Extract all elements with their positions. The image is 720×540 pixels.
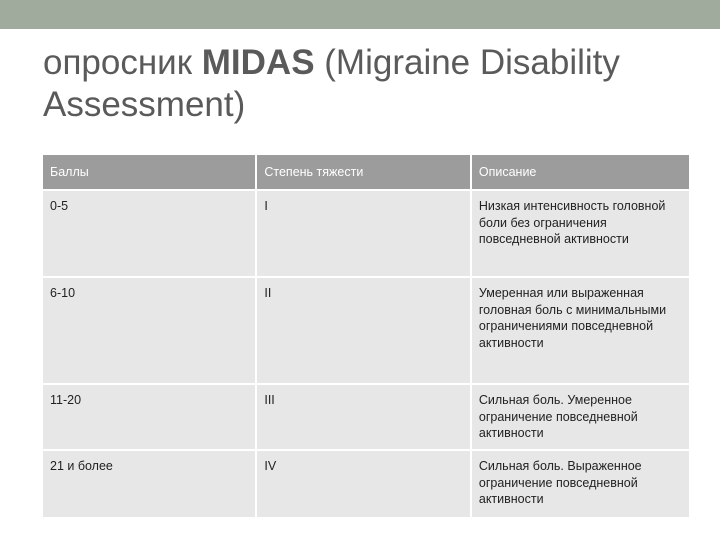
title-bold: MIDAS xyxy=(201,43,315,82)
cell-severity: I xyxy=(257,191,472,278)
header-severity: Степень тяжести xyxy=(257,155,472,191)
cell-description: Умеренная или выраженная головная боль с минимальными ограничениями повседневной активности xyxy=(472,278,689,385)
table-row xyxy=(43,385,689,451)
cell-score: 21 и более xyxy=(43,451,257,519)
table-row xyxy=(43,191,689,278)
header-description: Описание xyxy=(472,155,689,191)
slide-title xyxy=(43,42,683,126)
cell-description: Низкая интенсивность головной боли без ограничения повседневной активности xyxy=(472,191,689,278)
cell-score: 6-10 xyxy=(43,278,257,385)
title-prefix: опросник xyxy=(43,43,202,82)
cell-score: 0-5 xyxy=(43,191,257,278)
cell-severity: IV xyxy=(257,451,472,519)
title-rest: (Migraine Disability Assessment) xyxy=(43,43,620,124)
header-score: Баллы xyxy=(43,155,257,191)
table-row xyxy=(43,278,689,385)
cell-description: Сильная боль. Умеренное ограничение повседневной активности xyxy=(472,385,689,451)
cell-severity: II xyxy=(257,278,472,385)
cell-description: Сильная боль. Выраженное ограничение повседневной активности xyxy=(472,451,689,519)
table-header-row xyxy=(43,155,689,191)
cell-severity: III xyxy=(257,385,472,451)
cell-score: 11-20 xyxy=(43,385,257,451)
table-row xyxy=(43,451,689,519)
top-accent-bar xyxy=(0,0,720,29)
midas-table xyxy=(43,155,689,519)
